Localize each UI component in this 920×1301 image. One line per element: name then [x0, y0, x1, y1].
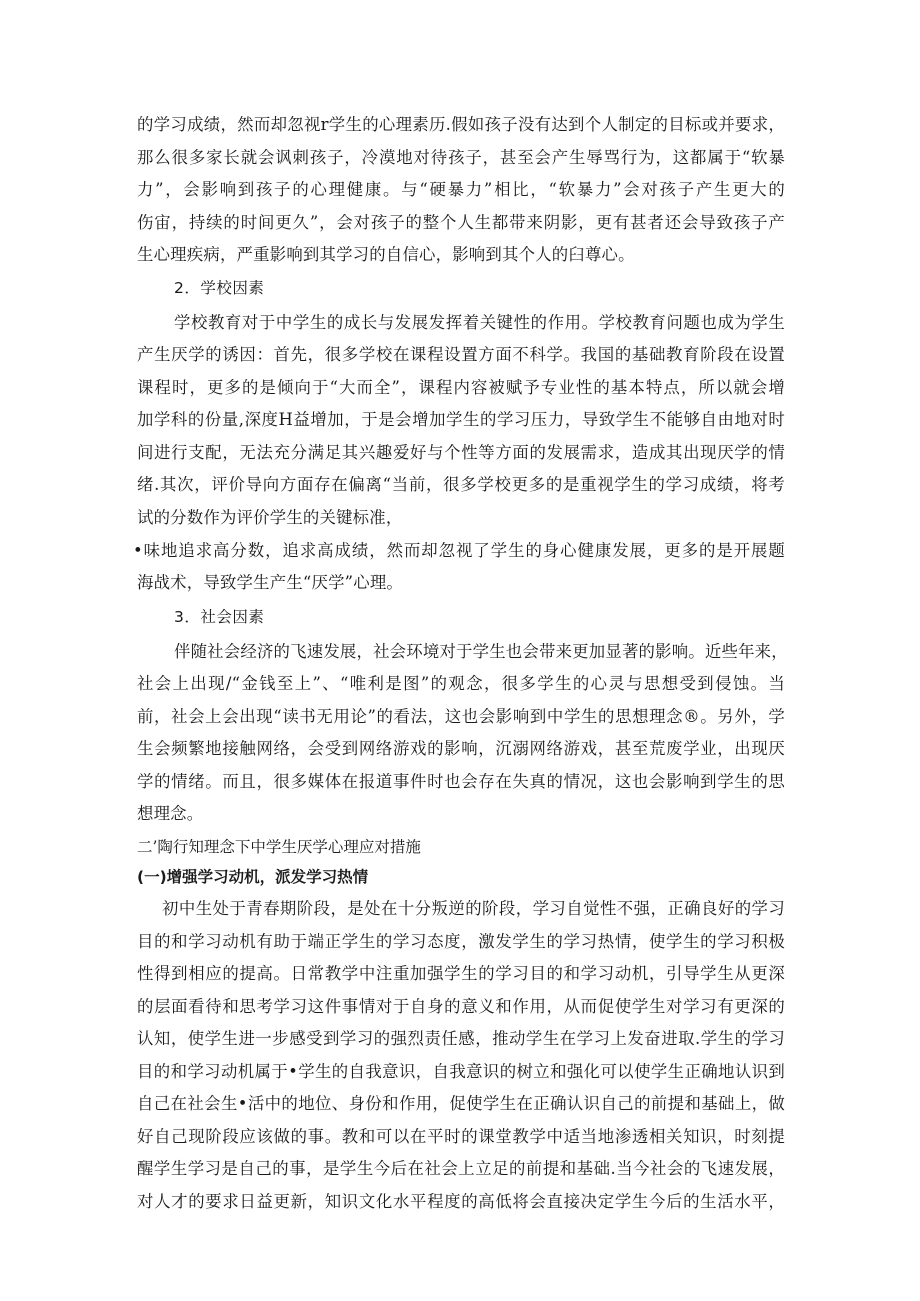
- paragraph-motivation-line: 性得到相应的提高。日常教学中注重加强学生的学习目的和学习动机，引导学生从更深: [137, 964, 785, 983]
- paragraph-motivation-line: 自己在社会生•活中的地位、身份和作用，促使学生在正确认识自己的前提和基础上，做: [137, 1094, 785, 1113]
- paragraph-society-line: 伴随社会经济的飞速发展，社会环境对于学生也会带来更加显著的影响。近些年来，: [174, 642, 788, 661]
- paragraph-school-line: 学校教育对于中学生的成长与发展发挥着关键性的作用。学校教育问题也成为学生: [174, 313, 785, 332]
- paragraph-school-line: 课程时，更多的是倾向于“大而全”，课程内容被赋予专业性的基本特点，所以就会增: [137, 378, 785, 397]
- paragraph-school-line: 间进行支配，无法充分满足其兴趣爱好与个性等方面的发展需求，造成其出现厌学的情: [137, 443, 785, 462]
- paragraph-motivation-line: 认知，使学生进一步感受到学习的强烈责任感，推动学生在学习上发奋进取.学生的学习: [137, 1029, 785, 1048]
- subsection-title: (一)增强学习动机，派发学习热情: [137, 868, 369, 886]
- paragraph-motivation-line: 好自己现阶段应该做的事。教和可以在平时的课堂教学中适当地渗透相关知识，时刻提: [137, 1127, 785, 1146]
- paragraph-school-line: •味地追求高分数，追求高成绩，然而却忽视了学生的身心健康发展，更多的是开展题: [133, 541, 785, 560]
- paragraph-school-line: 试的分数作为评价学生的关键标准，: [137, 508, 403, 527]
- heading-school-factor: 2．学校因素: [174, 279, 265, 297]
- paragraph-motivation-line: 的层面看待和思考学习这件事情对于自身的意义和作用，从而促使学生对学习有更深的: [137, 997, 785, 1016]
- paragraph-family-line: 生心理疾病，严重影响到其学习的自信心，影响到其个人的臼尊心。: [137, 245, 635, 264]
- paragraph-family-line: 力”，会影响到孩子的心理健康。与“硬暴力”相比，“软暴力”会对孩子产生更大的: [137, 180, 785, 199]
- paragraph-school-line: 绪.其次，评价导向方面存在偏离“当前，很多学校更多的是重视学生的学习成绩，将考: [137, 475, 785, 494]
- paragraph-motivation-line: 目的和学习动机有助于端正学生的学习态度，激发学生的学习热情，使学生的学习积极: [137, 932, 785, 951]
- paragraph-society-line: 生会频繁地接触网络，会受到网络游戏的影响，沉溺网络游戏，甚至荒废学业，出现厌: [137, 739, 785, 758]
- paragraph-school-line: 产生厌学的诱因：首先，很多学校在课程设置方面不科学。我国的基础教育阶段在设置: [137, 345, 785, 364]
- paragraph-motivation-line: 对人才的要求日益更新，知识文化水平程度的高低将会直接决定学生今后的生活水平，: [137, 1192, 785, 1211]
- paragraph-society-line: 前，社会上会出现“读书无用论”的看法，这也会影响到中学生的思想理念®。另外，学: [137, 707, 785, 726]
- heading-society-factor: 3．社会因素: [174, 608, 265, 626]
- paragraph-society-line: 想理念。: [137, 804, 204, 823]
- paragraph-motivation-line: 初中生处于青春期阶段，是处在十分叛逆的阶段，学习自觉性不强，正确良好的学习: [162, 899, 785, 918]
- paragraph-school-line: 海战术，导致学生产生“厌学”心理。: [137, 573, 404, 592]
- paragraph-family-line: 伤宙，持续的时间更久”，会对孩子的整个人生都带来阴影，更有甚者还会导致孩子产: [137, 213, 785, 232]
- paragraph-family-line: 那么很多家长就会讽刺孩子，冷漠地对待孩子，甚至会产生辱骂行为，这都属于“软暴: [137, 148, 785, 167]
- paragraph-motivation-line: 醒学生学习是自己的事，是学生今后在社会上立足的前提和基础.当今社会的飞速发展，: [137, 1159, 785, 1178]
- paragraph-school-line: 加学科的份量,深度H益增加，于是会增加学生的学习压力，导致学生不能够自由地对时: [137, 410, 785, 429]
- section-title: 二’陶行知理念下中学生厌学心理应对措施: [137, 838, 421, 856]
- paragraph-family-line: 的学习成绩，然而却忽视r学生的心理素历.假如孩子没有达到个人制定的目标或并要求，: [137, 115, 785, 134]
- paragraph-society-line: 学的情绪。而且，很多媒体在报道事件时也会存在失真的情况，这也会影响到学生的思: [137, 772, 785, 791]
- paragraph-motivation-line: 目的和学习动机属于•学生的自我意识，自我意识的树立和强化可以使学生正确地认识到: [137, 1062, 785, 1081]
- paragraph-society-line: 社会上出现/“金钱至上”、“唯利是图”的观念，很多学生的心灵与思想受到侵蚀。当: [137, 674, 785, 693]
